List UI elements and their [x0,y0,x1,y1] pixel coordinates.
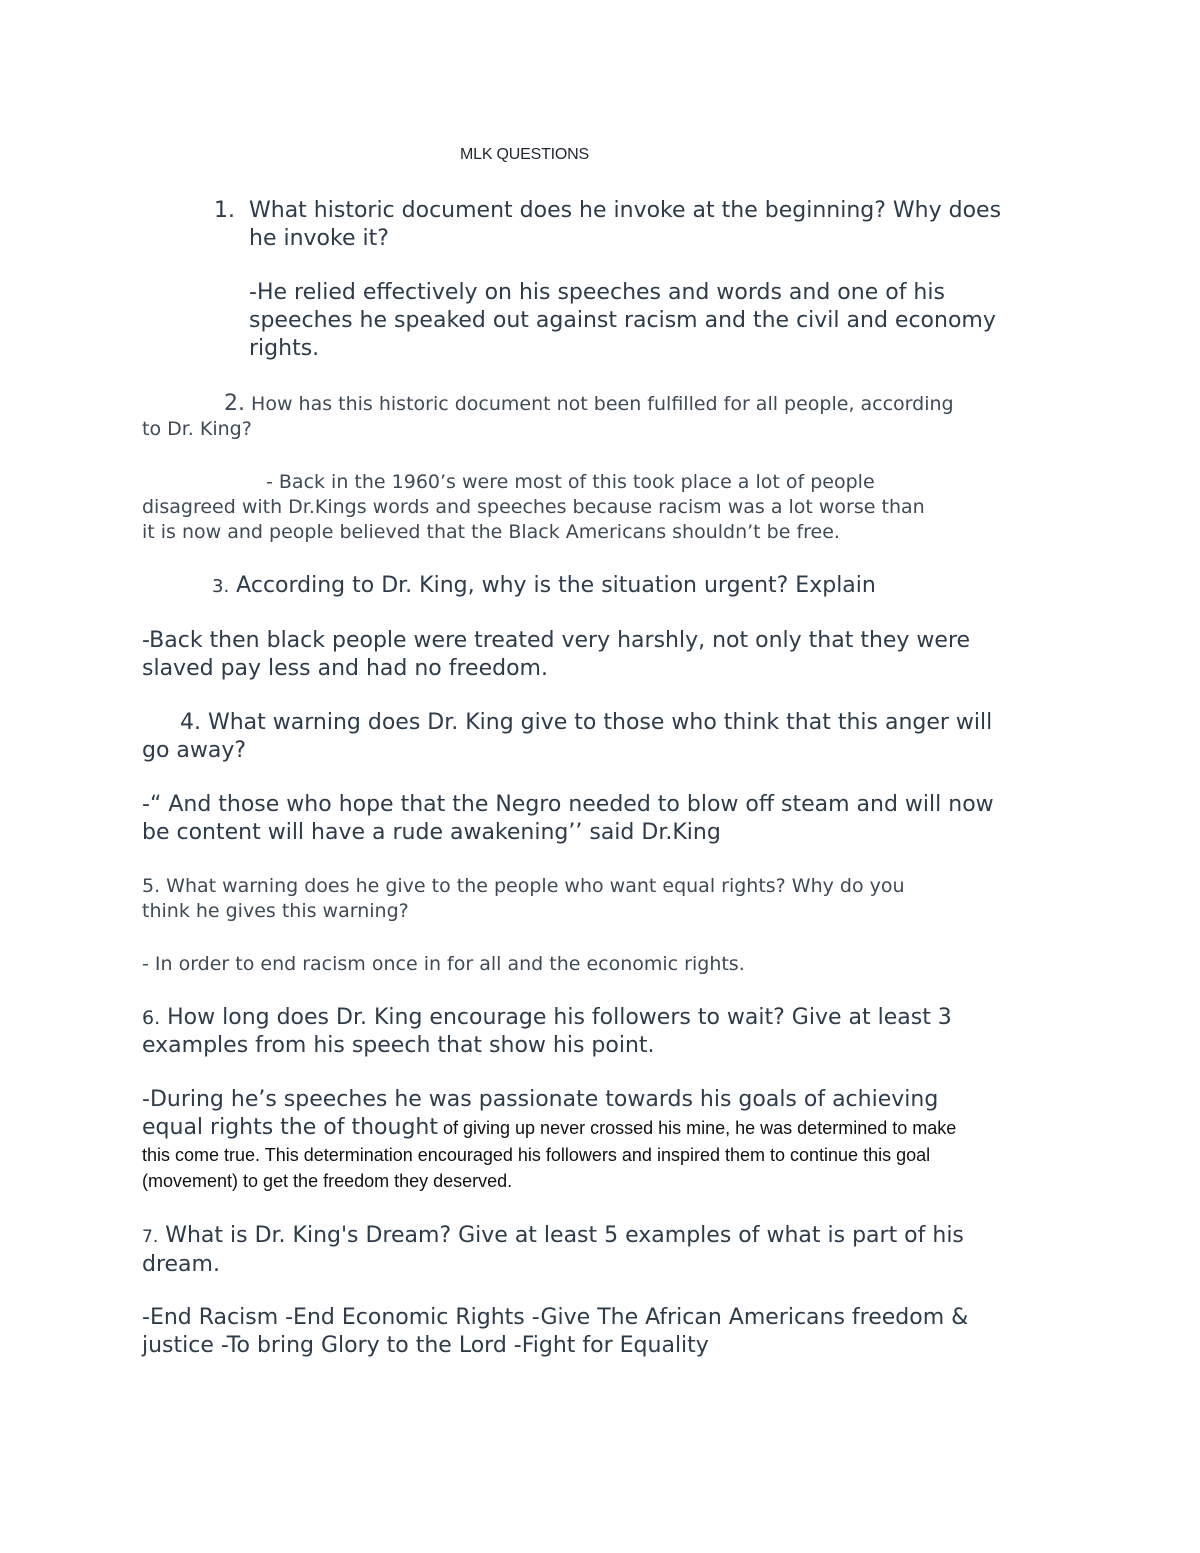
answer-line: -End Racism -End Economic Rights -Give The African Americans freedom & [142,1305,969,1330]
question-4 [142,709,1142,765]
question-text: How has this historic document not been fulfilled for all people, according [245,393,954,415]
answer-3 [142,627,1142,683]
answer-line: disagreed with Dr.Kings words and speeches because racism was a lot worse than [142,496,925,518]
question-number: 2. [224,391,245,416]
answer-line: -“ And those who hope that the Negro needed to blow off steam and will now [142,792,994,817]
answer-5 [142,952,1142,977]
answer-line [142,1114,1152,1142]
answer-line: -Back then black people were treated very harshly, not only that they were [142,628,971,653]
answer-line: - In order to end racism once in for all and the economic rights. [142,953,745,975]
answer-line: (movement) to get the freedom they deserved. [142,1171,513,1191]
answer-4 [142,791,1142,847]
question-number: 3. [212,576,230,597]
answer-line: this come true. This determination encouraged his followers and inspired them to continue this goal [142,1145,931,1165]
question-line: think he gives this warning? [142,900,409,922]
answer-line: slaved pay less and had no freedom. [142,656,548,681]
question-line: 5. What warning does he give to the people who want equal rights? Why do you [142,875,905,897]
answer-line: be content will have a rude awakening’’ said Dr.King [142,820,721,845]
question-text: According to Dr. King, why is the situation urgent? Explain [229,573,876,598]
question-line [142,1222,1142,1251]
question-number: 6. [142,1007,161,1029]
answer-1 [249,279,1149,363]
question-7 [142,1222,1142,1279]
answer-line: justice -To bring Glory to the Lord -Fight for Equality [142,1333,709,1358]
answer-line: -During he’s speeches he was passionate towards his goals of achieving [142,1087,939,1112]
answer-line: speeches he speaked out against racism and the civil and economy [249,308,996,333]
answer-text: of giving up never crossed his mine, he was determined to make [437,1118,957,1138]
answer-line: -He relied effectively on his speeches and words and one of his [249,280,945,305]
question-line: he invoke it? [249,226,389,251]
answer-line: it is now and people believed that the Black Americans shouldn’t be free. [142,521,840,543]
question-text: How long does Dr. King encourage his followers to wait? Give at least 3 [160,1005,952,1030]
answer-line: rights. [249,336,320,361]
answer-text: equal rights the of thought [142,1115,438,1140]
question-number: 1. [214,198,235,223]
question-line: to Dr. King? [142,418,252,440]
answer-line: - Back in the 1960’s were most of this took place a lot of people [266,471,875,493]
question-line: 4. What warning does Dr. King give to those who think that this anger will [180,710,993,735]
question-2 [142,391,1142,442]
question-line: examples from his speech that show his point. [142,1033,655,1058]
question-6 [142,1004,1142,1060]
answer-2 [142,470,1142,545]
question-line [142,1004,1142,1032]
question-1-text [249,197,1149,253]
question-line: What historic document does he invoke at the beginning? Why does [249,198,1002,223]
question-1 [214,197,235,225]
answer-6 [142,1086,1152,1194]
question-text: What is Dr. King's Dream? Give at least 5 examples of what is part of his [158,1223,964,1248]
question-3 [212,572,1162,601]
question-5 [142,874,1142,924]
question-line: go away? [142,738,247,763]
page-title: MLK QUESTIONS [460,146,589,163]
question-line [142,391,1142,417]
question-line: dream. [142,1252,220,1277]
question-number: 7. [142,1227,159,1247]
answer-7 [142,1304,1152,1360]
